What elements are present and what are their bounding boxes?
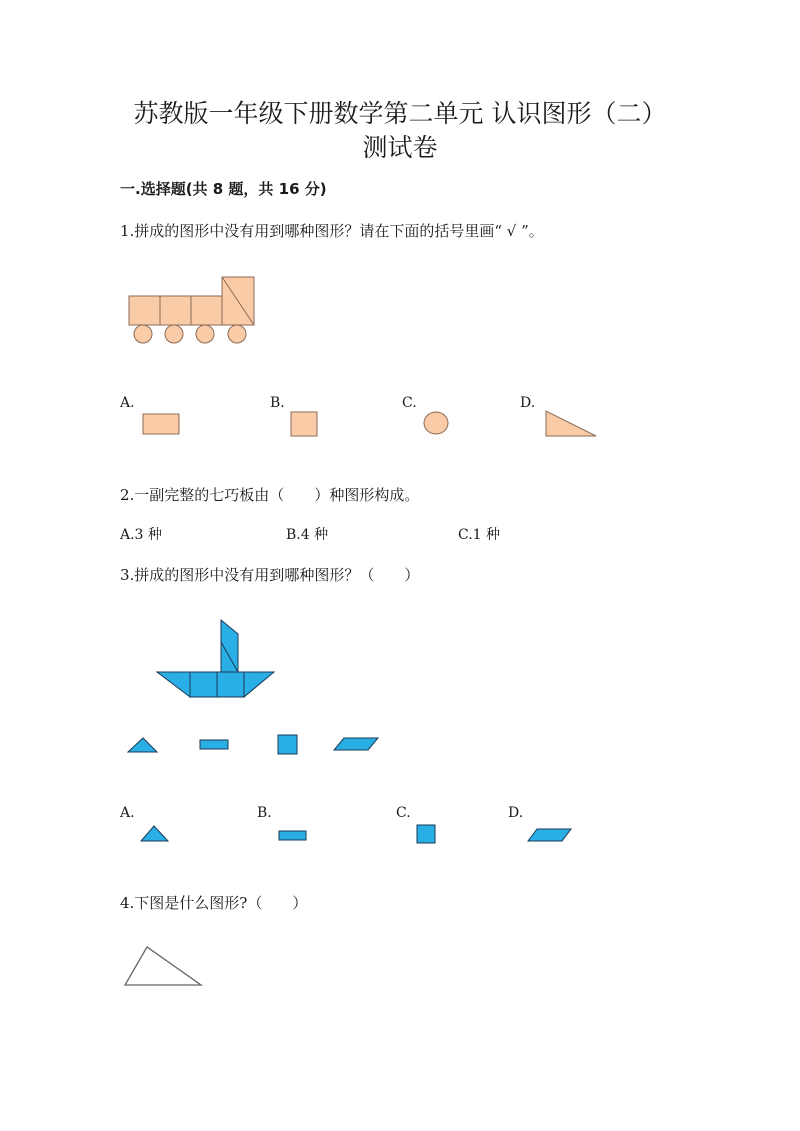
boat-hull-right-triangle [244, 672, 274, 697]
q3-piece-parallelogram [334, 738, 378, 750]
q1-option-a-rectangle-icon [143, 414, 179, 434]
q2-option-a[interactable]: A.3 种 [120, 527, 162, 543]
boat-hull-square-2 [217, 672, 244, 697]
q3-option-b-label[interactable]: B. [257, 805, 272, 821]
page-subtitle: 测试卷 [362, 133, 438, 162]
q3-piece-triangle [128, 738, 157, 752]
q3-piece-square [278, 735, 297, 754]
q1-option-d-triangle-icon [546, 411, 596, 436]
q1-option-d-label[interactable]: D. [520, 395, 536, 411]
question-3-text: 3.拼成的图形中没有用到哪种图形？（ ） [120, 566, 420, 584]
boat-sail-parallelogram [221, 620, 238, 672]
q3-piece-rectangle [200, 740, 228, 749]
boat-sail-triangle [221, 642, 238, 672]
truck-cab-square [222, 277, 254, 325]
boat-hull-square-1 [190, 672, 217, 697]
page-title: 苏教版一年级下册数学第二单元 认识图形（二） [133, 99, 667, 128]
q3-option-c-label[interactable]: C. [396, 805, 411, 821]
truck-wheel-1 [134, 325, 152, 343]
q1-option-c-label[interactable]: C. [402, 395, 417, 411]
question-2-text: 2.一副完整的七巧板由（ ）种图形构成。 [120, 486, 420, 504]
q3-option-c-square-icon [417, 825, 435, 843]
section-heading: 一.选择题(共 8 题，共 16 分) [120, 180, 327, 198]
q1-option-c-circle-icon [424, 412, 448, 434]
q3-option-a-label[interactable]: A. [120, 805, 135, 821]
truck-wheel-4 [228, 325, 246, 343]
q3-option-d-label[interactable]: D. [508, 805, 524, 821]
truck-cab-diagonal [222, 277, 254, 325]
boat-hull-left-triangle [157, 672, 190, 697]
truck-body-rect-1 [129, 296, 160, 325]
truck-wheel-2 [165, 325, 183, 343]
truck-body-rect-2 [160, 296, 191, 325]
question-4-text: 4.下图是什么图形?（ ） [120, 894, 308, 912]
truck-wheel-3 [196, 325, 214, 343]
q1-option-b-square-icon [291, 412, 317, 436]
q2-option-c[interactable]: C.1 种 [458, 527, 501, 543]
q1-option-a-label[interactable]: A. [120, 395, 135, 411]
q4-obtuse-triangle [125, 947, 201, 985]
q3-option-a-triangle-icon [141, 826, 168, 841]
q3-option-b-rectangle-icon [279, 831, 306, 840]
q2-option-b[interactable]: B.4 种 [286, 527, 329, 543]
q3-option-d-parallelogram-icon [528, 829, 571, 841]
q1-option-b-label[interactable]: B. [270, 395, 285, 411]
truck-body-rect-3 [191, 296, 222, 325]
question-1-text: 1.拼成的图形中没有用到哪种图形？请在下面的括号里画“ √ ”。 [120, 222, 544, 240]
